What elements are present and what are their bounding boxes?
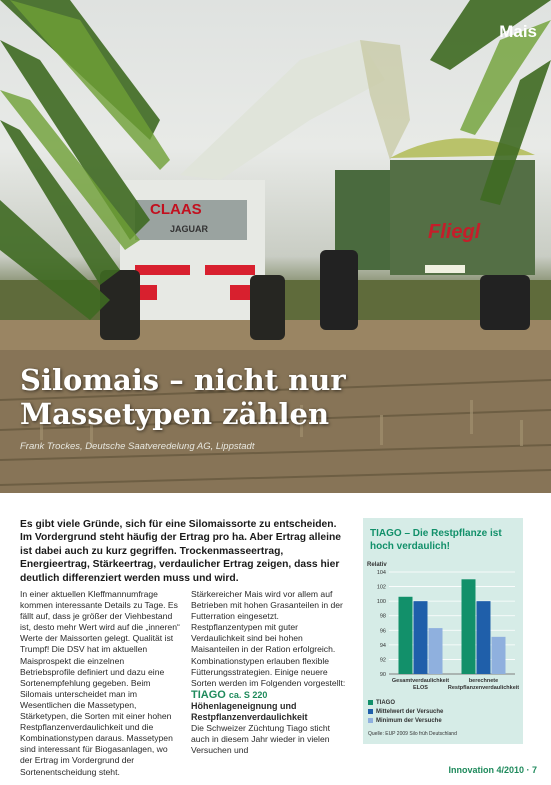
variety-rating: ca. S 220: [228, 689, 268, 700]
legend-label: TIAGO: [376, 700, 395, 707]
y-tick-label: 90: [379, 672, 386, 678]
article-byline: Frank Trockes, Deutsche Saatveredelung AG, Lippstadt: [20, 441, 255, 452]
column-1-text: In einer aktuellen Kleffmannumfrage kommen interessante Details zu Tage. Es fällt auf, dass je größer der Viehbestand ist, desto mehr Wert wird auf die „inneren“ Werte der Maissorten gelegt. Qualität ist Trumpf! Die DSV hat im aktuellen Maisprospekt die einzelnen Betriebsprofile definiert und dazu eine Sortenempfehlung gegeben. Beim Silomais unterscheidet man im Wesentlichen die Massetypen, Stärketypen, die Sorten mit einer hohen Restpflanzenverdaulichkeit und die Kombinationstypen daraus. Massetypen sind interessant für Biogasanlagen, wo der Ertrag im Vordergrund der Sortenentscheidung steht.: [20, 589, 180, 777]
page-footer: Innovation 4/2010 · 7: [448, 765, 537, 775]
section-label: Mais: [499, 22, 537, 41]
claas-logo: CLAAS: [150, 201, 202, 218]
x-category-label: Gesamtverdaulichkeit ELOS: [391, 678, 450, 691]
x-category-label: berechnete Restpflanzenverdaulichkeit: [447, 678, 520, 691]
legend-swatch: [368, 709, 373, 714]
y-tick-label: 102: [376, 584, 386, 591]
article-column-2: [191, 589, 351, 756]
legend-swatch: [368, 700, 373, 705]
y-tick-label: 104: [376, 570, 386, 576]
column-2-text: Stärkereicher Mais wird vor allem auf Betrieben mit hohen Grasanteilen in der Futterration eingesetzt. Restpflanzentypen mit guter Verdaulichkeit sind bei hohen Maisanteilen in der Ration erfolgreich. Kombinationstypen erlauben flexible Fütterungsstrategien. Einige neuere Sorten werden im Folgenden vorgestellt:: [191, 589, 346, 688]
variety-name: TIAGO: [191, 688, 226, 701]
chart-box: [363, 518, 523, 744]
chart-title: TIAGO – Die Restpflanze ist hoch verdaulich!: [370, 528, 502, 552]
bar-1-0: [414, 601, 428, 674]
y-axis-label: Relativ: [367, 562, 387, 568]
legend-item-mean: [368, 709, 443, 715]
y-tick-label: 96: [379, 628, 386, 635]
bar-1-1: [477, 601, 491, 674]
variety-subhead: [191, 689, 351, 701]
variety-subtitle: Höhenlageneignung und Restpflanzenverdaulichkeit: [191, 700, 308, 722]
chart-source: Quelle: EUP 2009 Silo früh Deutschland: [368, 731, 457, 737]
article-lead: Es gibt viele Gründe, sich für eine Silomaissorte zu entscheiden. Im Vordergrund steht häufig der Ertrag pro ha. Aber Ertrag alleine ist dabei auch zu kurz gegriffen. Trockenmasseertrag, Energieertrag, Stärkeertrag, verdaulicher Ertrag zeigen, dass hier deutlich differenziert werden muss und wird.: [20, 519, 341, 584]
y-tick-label: 98: [379, 613, 386, 620]
y-tick-label: 92: [379, 657, 386, 664]
bar-0-0: [399, 597, 413, 674]
legend-item-min: [368, 718, 442, 724]
bar-2-1: [492, 637, 506, 674]
y-tick-label: 94: [379, 642, 386, 649]
column-2-tail: Die Schweizer Züchtung Tiago sticht auch in diesem Jahr wieder in vielen Versuchen und: [191, 722, 330, 756]
legend-item-tiago: [368, 700, 395, 706]
bar-0-1: [462, 579, 476, 674]
jaguar-logo: JAGUAR: [170, 224, 209, 234]
bar-2-0: [429, 628, 443, 674]
legend-label: Minimum der Versuche: [376, 718, 442, 725]
legend-swatch: [368, 718, 373, 723]
article-headline: Silomais – nicht nur Massetypen zählen: [20, 363, 346, 431]
y-tick-label: 100: [376, 599, 386, 606]
article-column-1: [20, 589, 180, 778]
legend-label: Mittelwert der Versuche: [376, 709, 444, 716]
fliegl-logo: Fliegl: [428, 221, 481, 243]
